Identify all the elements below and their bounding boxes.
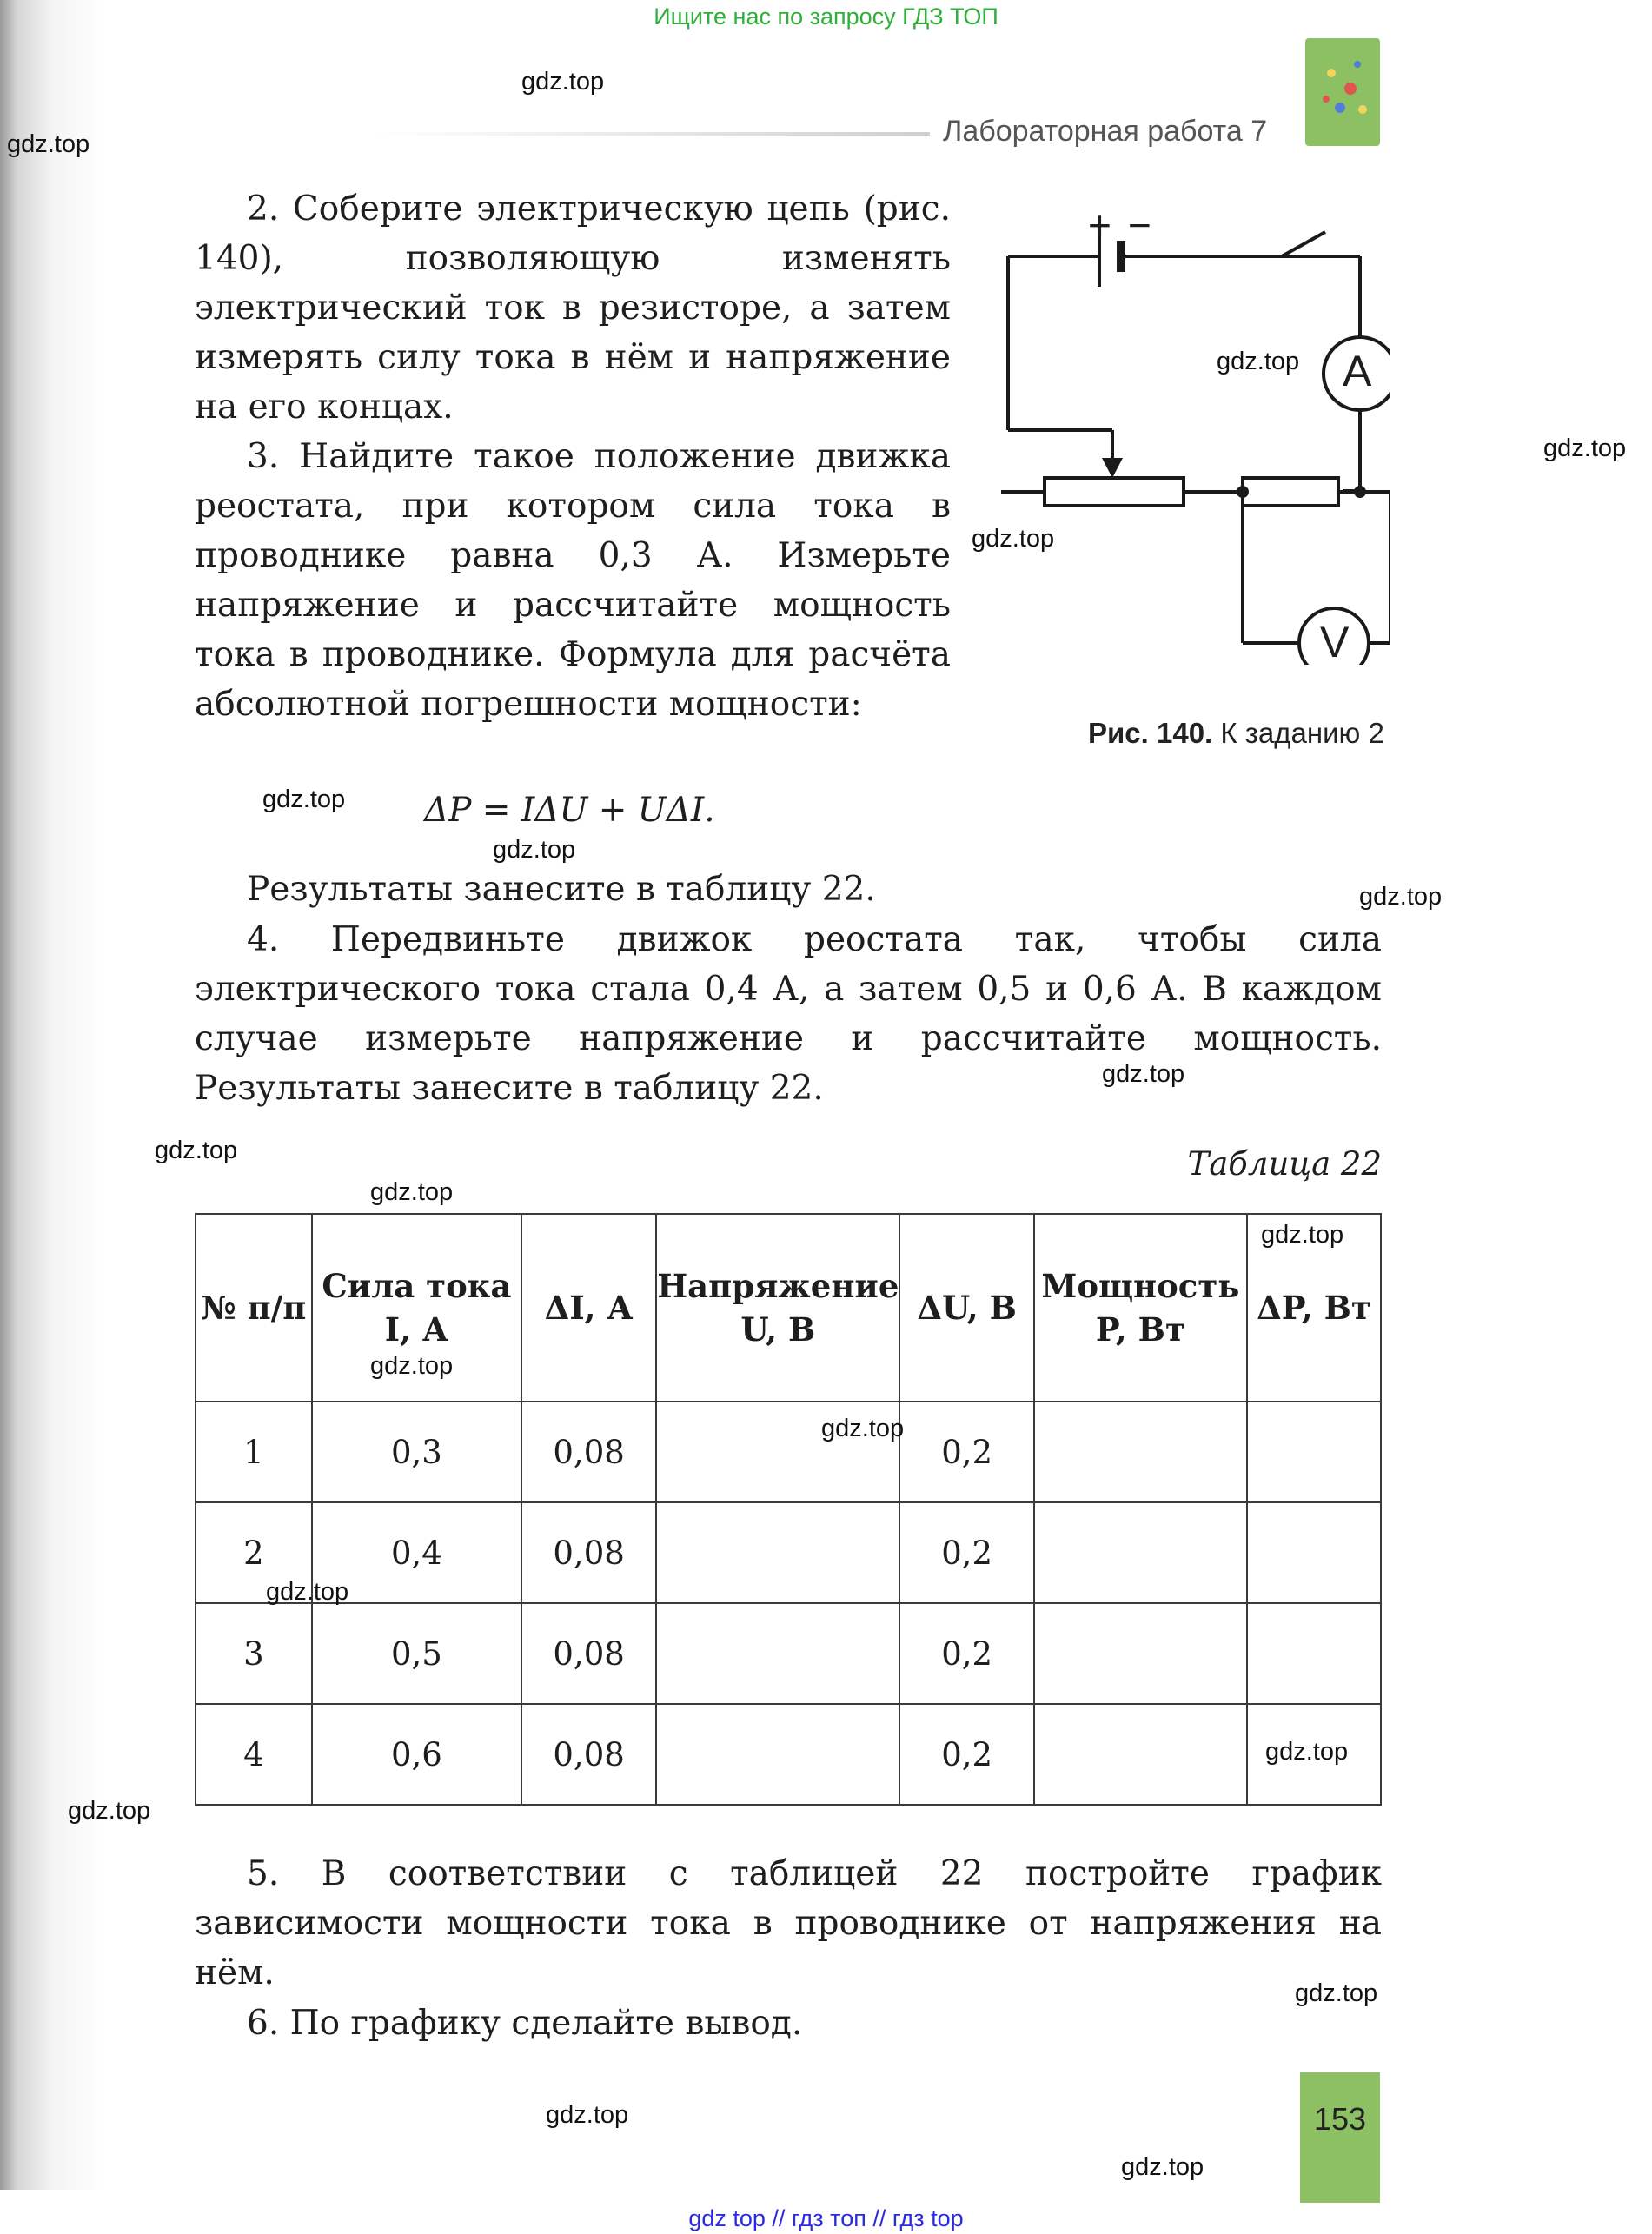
col-header-delta-current: ΔI, А [521,1214,656,1402]
watermark: gdz.top [821,1415,905,1442]
watermark: gdz.top [493,836,576,864]
watermark: gdz.top [521,68,605,96]
cell [656,1603,899,1704]
watermark: gdz.top [546,2101,629,2129]
lab-work-title: Лабораторная работа 7 [943,115,1268,148]
circuit-diagram [991,196,1390,665]
col-header-delta-voltage: ΔU, В [899,1214,1033,1402]
watermark: gdz.top [1102,1060,1185,1088]
data-table-22 [195,1213,1382,1806]
cell [1034,1603,1247,1704]
table-row [196,1502,1381,1603]
slider-arrow-icon [1102,458,1123,478]
watermark: gdz.top [1261,1221,1344,1249]
header-rule [374,132,930,136]
cell: 0,2 [899,1603,1033,1704]
top-search-banner[interactable]: Ищите нас по запросу ГДЗ ТОП [654,3,998,30]
battery-plus: + [1088,202,1111,248]
watermark: gdz.top [370,1352,454,1380]
cell: 0,2 [899,1502,1033,1603]
page-number-tab [1300,2072,1380,2203]
step-5-paragraph: 5. В соответствии с таблицей 22 постройте график зависимости мощности тока в проводнике от напряжения на нём. [195,1854,1382,1992]
cell: 0,08 [521,1402,656,1502]
cell [1034,1502,1247,1603]
watermark: gdz.top [1217,348,1300,375]
watermark: gdz.top [7,130,90,158]
watermark: gdz.top [262,786,346,813]
bottom-site-links[interactable]: gdz top // гдз топ // гдз top [688,2205,964,2231]
table-row [196,1603,1381,1704]
cell: 0,2 [899,1704,1033,1805]
watermark: gdz.top [972,525,1055,553]
col-header-number: № п/п [196,1214,312,1402]
table-caption: Таблица 22 [1187,1145,1382,1183]
molecule-icon [1305,38,1380,146]
watermark: gdz.top [1265,1738,1349,1766]
col-header-current: Сила тока I, А [312,1214,521,1402]
voltmeter-label: V [1320,618,1350,666]
chapter-tab [1305,38,1380,146]
figure-text: К заданию 2 [1220,717,1384,749]
cell [1247,1402,1381,1502]
step-2-paragraph: 2. Соберите электрическую цепь (рис. 140), позволяющую изменять электрический ток в резисторе, а затем измерять силу тока в нём и напряжение на его концах. [195,189,951,427]
watermark: gdz.top [1543,434,1627,462]
cell: 0,2 [899,1402,1033,1502]
step-4-paragraph: 4. Передвиньте движок реостата так, чтобы сила электрического тока стала 0,4 А, а затем 0,5 и 0,6 А. В каждом случае измерьте напряжение и рассчитайте мощность. Результаты занесите в таблицу 22. [195,920,1382,1108]
battery-minus: − [1128,202,1151,248]
ammeter-label: A [1343,347,1372,395]
cell: 0,08 [521,1502,656,1603]
col-header-delta-power: ΔP, Вт [1247,1214,1381,1402]
watermark: gdz.top [1295,1979,1378,2007]
watermark: gdz.top [68,1797,151,1825]
cell: 3 [196,1603,312,1704]
cell: 0,08 [521,1704,656,1805]
cell [1034,1402,1247,1502]
cell [656,1502,899,1603]
cell: 0,4 [312,1502,521,1603]
col-header-voltage: Напряжение U, В [656,1214,899,1402]
formula: ΔP = IΔU + UΔI. [424,791,715,830]
step-6-paragraph: 6. По графику сделайте вывод. [247,2004,803,2043]
watermark: gdz.top [155,1137,238,1164]
watermark: gdz.top [266,1578,349,1606]
cell [1034,1704,1247,1805]
figure-label: Рис. 140. [1088,717,1213,749]
figure-caption [1088,717,1384,750]
cell: 2 [196,1502,312,1603]
cell [1247,1502,1381,1603]
table-row [196,1402,1381,1502]
cell: 4 [196,1704,312,1805]
table-row [196,1704,1381,1805]
cell: 0,6 [312,1704,521,1805]
step-3-results-line: Результаты занесите в таблицу 22. [247,870,876,909]
watermark: gdz.top [1121,2153,1204,2181]
cell: 0,3 [312,1402,521,1502]
watermark: gdz.top [1359,883,1443,911]
page-number: 153 [1313,2101,1367,2137]
step-3-paragraph: 3. Найдите такое положение движка реостата, при котором сила тока в проводнике равна 0,3 А. Измерьте напряжение и рассчитайте мощность тока в проводнике. Формула для расчёта абсолютной погрешности мощности: [195,437,951,724]
cell [1247,1603,1381,1704]
cell: 0,5 [312,1603,521,1704]
watermark: gdz.top [370,1178,454,1206]
page-edge-shadow [0,0,113,2190]
col-header-power: Мощность P, Вт [1034,1214,1247,1402]
cell: 0,08 [521,1603,656,1704]
cell: 1 [196,1402,312,1502]
cell [656,1704,899,1805]
